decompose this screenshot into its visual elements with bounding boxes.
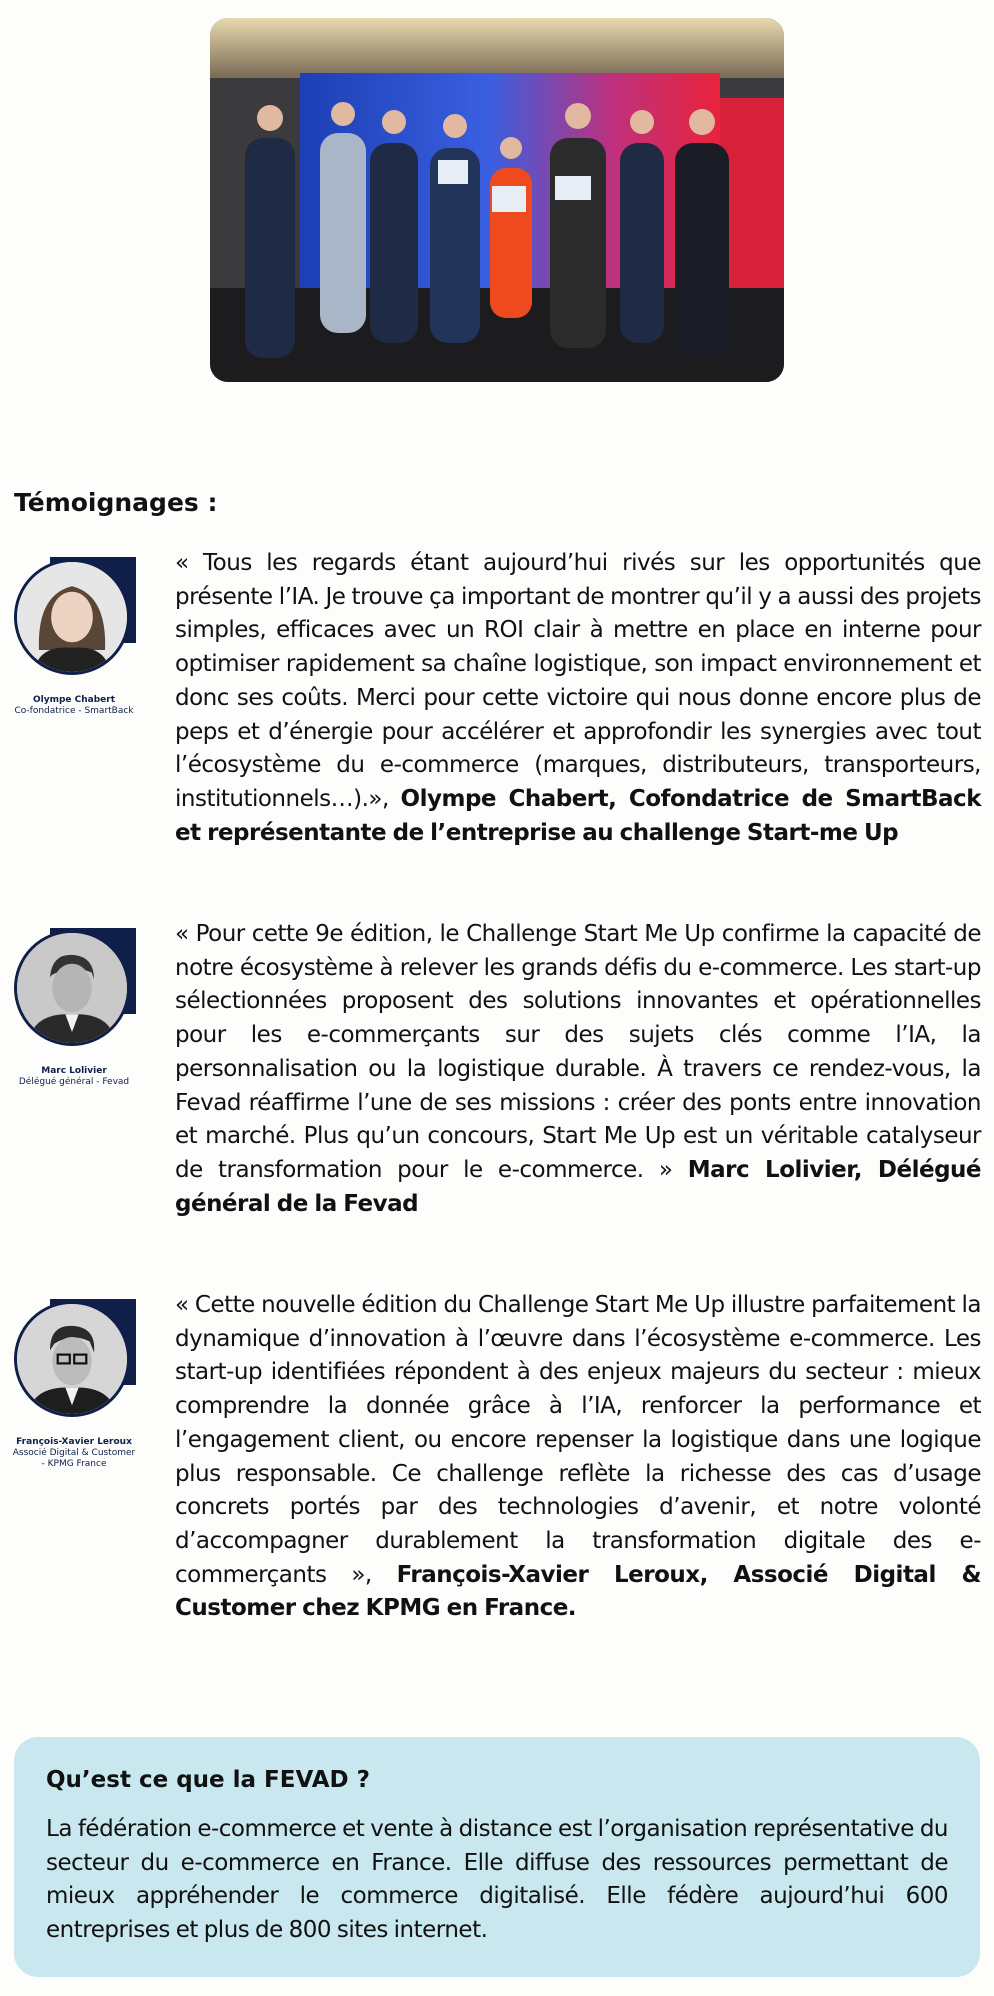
fevad-info-box [14, 1737, 980, 1977]
section-title: Témoignages : [14, 488, 218, 517]
person-card [12, 557, 136, 717]
quote-body: « Cette nouvelle édition du Challenge Start Me Up illustre parfaitement la dynamique d’innovation à l’œuvre dans l’écosystème e-commerce. Les start-up identifiées répondent à des enjeux majeurs du secteur : mieux comprendre la donnée grâce à l’IA, renforcer la performance et l’engagement client, ou encore repenser la logistique dans une logique plus responsable. Ce challenge reflète la richesse des cas d’usage concrets portés par des technologies d’avenir, et notre volonté d’accompagner durablement la transformation digitale des e-commerçants », [175, 1292, 981, 1588]
quote-body: « Tous les regards étant aujourd’hui rivés sur les opportunités que présente l’IA. Je trouve ça important de montrer qu’il y a aussi des projets simples, efficaces avec un ROI clair à mettre en place en interne pour optimiser rapidement sa chaîne logistique, son impact environnement et donc ses coûts. Merci pour cette victoire qui nous donne encore plus de peps et d’énergie pour accélérer et approfondir les synergies avec tout l’écosystème du e-commerce (marques, distributeurs, transporteurs, institutionnels…).», [175, 550, 981, 812]
person-role: Co-fondatrice - SmartBack [14, 706, 134, 716]
quote-text [175, 918, 981, 1221]
person-role: Délégué général - Fevad [18, 1077, 130, 1087]
fevad-title: Qu’est ce que la FEVAD ? [46, 1767, 370, 1793]
person-card [12, 928, 136, 1088]
person-card [12, 1299, 136, 1470]
quote-attribution: Olympe Chabert, Cofondatrice de SmartBack et représentante de l’entreprise au challenge Start-me Up [175, 785, 981, 846]
person-name: Olympe Chabert [32, 695, 116, 705]
avatar [14, 559, 130, 675]
quote-attribution: François-Xavier Leroux, Associé Digital & Customer chez KPMG en France. [175, 1561, 981, 1622]
quote-attribution: Marc Lolivier, Délégué général de la Fevad [175, 1156, 981, 1217]
avatar [14, 1301, 130, 1417]
quote-text [175, 1289, 981, 1626]
fevad-text: La fédération e-commerce et vente à distance est l’organisation représentative du secteur du e-commerce en France. Elle diffuse des ressources permettant de mieux appréhender le commerce digitalisé. Elle fédère aujourd’hui 600 entreprises et plus de 800 sites internet. [46, 1816, 948, 1944]
avatar [14, 930, 130, 1046]
quote-text [175, 547, 981, 850]
person-role: Associé Digital & Customer - KPMG France [12, 1448, 136, 1469]
quote-body: « Pour cette 9e édition, le Challenge Start Me Up confirme la capacité de notre écosystème à relever les grands défis du e-commerce. Les start-up sélectionnées proposent des solutions innovantes et opérationnelles pour les e-commerçants sur des sujets clés comme l’IA, la personnalisation ou la logistique durable. À travers ce rendez-vous, la Fevad réaffirme l’une de ses missions : créer des ponts entre innovation et marché. Plus qu’un concours, Start Me Up est un véritable catalyseur de transformation pour le e-commerce. » [175, 921, 981, 1183]
event-photo [210, 18, 784, 382]
person-name: François-Xavier Leroux [16, 1437, 132, 1447]
person-name: Marc Lolivier [41, 1066, 107, 1076]
